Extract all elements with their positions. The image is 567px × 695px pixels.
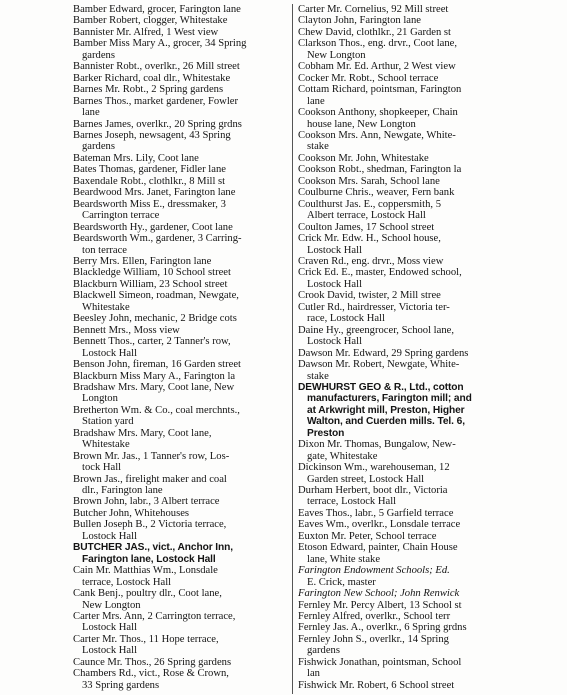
directory-line: at Arkwright mill, Preston, Higher <box>307 404 465 416</box>
directory-line: Beardsworth Wm., gardener, 3 Carring- <box>73 233 242 245</box>
directory-line: Chambers Rd., vict., Rose & Crown, <box>73 668 229 680</box>
directory-line: Benson John, fireman, 16 Garden street <box>73 359 241 371</box>
directory-line: Bradshaw Mrs. Mary, Coot lane, New <box>73 381 235 393</box>
directory-line: Barnes Mr. Robt., 2 Spring gardens <box>73 84 224 96</box>
directory-line: DEWHURST GEO & R., Ltd., cotton <box>298 381 464 393</box>
directory-line: Eaves Wm., overlkr., Lonsdale terrace <box>298 519 461 531</box>
directory-line: Bullen Joseph B., 2 Victoria terrace, <box>73 519 227 531</box>
directory-line: Blackburn Miss Mary A., Farington la <box>73 370 236 382</box>
directory-line: Fernley Mr. Percy Albert, 13 School st <box>298 599 462 611</box>
directory-line: Lostock Hall <box>82 530 138 542</box>
directory-line: Craven Rd., eng. drvr., Moss view <box>298 255 444 267</box>
directory-line: Lostock Hall <box>82 645 138 657</box>
directory-line: Cank Benj., poultry dlr., Coot lane, <box>73 588 222 600</box>
directory-line: Cain Mr. Matthias Wm., Lonsdale <box>73 565 218 577</box>
directory-line: Lostock Hall <box>307 244 363 256</box>
directory-line: Bannister Mr. Alfred, 1 West view <box>73 26 219 38</box>
directory-line: Walton, and Cuerden mills. Tel. 6, <box>307 416 465 428</box>
column-divider <box>292 4 293 694</box>
directory-line: Barnes James, overlkr., 20 Spring grdns <box>73 118 242 130</box>
directory-line: Preston <box>307 427 345 439</box>
directory-line: Cutler Rd., hairdresser, Victoria ter- <box>298 301 450 313</box>
directory-line: ton terrace <box>82 244 127 256</box>
directory-line: Lostock Hall <box>307 336 363 348</box>
directory-line: Whitestake <box>82 439 130 451</box>
directory-line: Bretherton Wm. & Co., coal merchnts., <box>73 404 240 416</box>
directory-line: Bennett Thos., carter, 2 Tanner's row, <box>73 336 231 348</box>
directory-line: Clayton John, Farington lane <box>298 15 421 27</box>
directory-line: Eaves Thos., labr., 5 Garfield terrace <box>298 507 454 519</box>
directory-line: BUTCHER JAS., vict., Anchor Inn, <box>73 542 234 554</box>
directory-line: Blackledge William, 10 School street <box>73 267 231 279</box>
directory-line: Whitestake <box>82 301 130 313</box>
directory-line: Bamber Robert, clogger, Whitestake <box>73 15 228 27</box>
directory-line: Beardwood Mrs. Janet, Farington lane <box>73 187 236 199</box>
directory-line: Fernley Alfred, overlkr., School terr <box>298 611 451 623</box>
directory-line: Euxton Mr. Peter, School terrace <box>298 530 437 542</box>
directory-line: Carter Mr. Cornelius, 92 Mill street <box>298 4 449 15</box>
directory-line: lane, White stake <box>307 553 381 565</box>
directory-line: Etoson Edward, painter, Chain House <box>298 542 458 554</box>
directory-line: Carter Mr. Thos., 11 Hope terrace, <box>73 633 219 645</box>
directory-line: Barnes Thos., market gardener, Fowler <box>73 95 239 107</box>
directory-line: Fernley Jas. A., overlkr., 6 Spring grdns <box>298 622 467 634</box>
directory-line: gardens <box>82 49 115 61</box>
directory-line: Dawson Mr. Edward, 29 Spring gardens <box>298 347 469 359</box>
directory-line: Lostock Hall <box>307 278 363 290</box>
directory-line: Farington New School; John Renwick <box>298 588 460 600</box>
directory-line: Albert terrace, Lostock Hall <box>307 210 426 222</box>
directory-line: Dickinson Wm., warehouseman, 12 <box>298 462 450 474</box>
directory-line: Bamber Edward, grocer, Farington lane <box>73 4 241 15</box>
directory-line: Station yard <box>82 416 134 428</box>
directory-line: Fishwick Mr. Robert, 6 School street <box>298 679 455 691</box>
directory-line: Bateman Mrs. Lily, Coot lane <box>73 152 199 164</box>
directory-line: Cookson Mr. John, Whitestake <box>298 152 429 164</box>
directory-line: Durham Herbert, boot dlr., Victoria <box>298 485 448 497</box>
directory-line: Crick Ed. E., master, Endowed school, <box>298 267 462 279</box>
directory-line: Lostock Hall <box>82 347 138 359</box>
directory-line: Dawson Mr. Robert, Newgate, White- <box>298 359 460 371</box>
directory-line: race, Lostock Hall <box>307 313 385 325</box>
directory-line: Beardsworth Miss E., dressmaker, 3 <box>73 198 226 210</box>
directory-line: Carrington terrace <box>82 210 160 222</box>
directory-line: tock Hall <box>82 462 122 474</box>
directory-line: lane <box>307 95 325 107</box>
directory-line: Crick Mr. Edw. H., School house, <box>298 233 441 245</box>
directory-line: Coulburne Chris., weaver, Fern bank <box>298 187 455 199</box>
directory-line: Blackwell Simeon, roadman, Newgate, <box>73 290 239 302</box>
directory-line: E. Crick, master <box>307 576 376 588</box>
directory-line: Longton <box>82 393 118 405</box>
directory-line: Carter Mrs. Ann, 2 Carrington terrace, <box>73 611 236 623</box>
directory-line: Cookson Mrs. Sarah, School lane <box>298 175 440 187</box>
directory-line: Daine Hy., greengrocer, School lane, <box>298 324 454 336</box>
directory-line: Bennett Mrs., Moss view <box>73 324 180 336</box>
directory-line: Brown John, labr., 3 Albert terrace <box>73 496 220 508</box>
directory-right-column <box>298 4 520 691</box>
directory-line: Butcher John, Whitehouses <box>73 507 190 519</box>
directory-line: terrace, Lostock Hall <box>307 496 397 508</box>
directory-line: Cookson Robt., shedman, Farington la <box>298 164 462 176</box>
directory-line: gardens <box>307 645 340 657</box>
directory-line: Coulthurst Jas. E., coppersmith, 5 <box>298 198 442 210</box>
directory-line: Chew David, clothlkr., 21 Garden st <box>298 26 451 38</box>
directory-line: Fishwick Jonathan, pointsman, School <box>298 656 462 668</box>
directory-line: Fernley John S., overlkr., 14 Spring <box>298 633 449 645</box>
directory-line: 33 Spring gardens <box>82 679 160 691</box>
directory-line: Bannister Robt., overlkr., 26 Mill street <box>73 61 240 73</box>
directory-line: gardens <box>82 141 115 153</box>
directory-line: lan <box>307 668 320 680</box>
directory-line: stake <box>307 141 329 153</box>
directory-line: Brown Mr. Jas., 1 Tanner's row, Los- <box>73 450 230 462</box>
directory-line: Cobham Mr. Ed. Arthur, 2 West view <box>298 61 456 73</box>
directory-line: Cookson Mrs. Ann, Newgate, White- <box>298 129 456 141</box>
directory-line: Farington lane, Lostock Hall <box>82 553 216 565</box>
directory-line: Garden street, Lostock Hall <box>307 473 425 485</box>
directory-line: Cookson Anthony, shopkeeper, Chain <box>298 107 458 119</box>
directory-line: house lane, New Longton <box>307 118 416 130</box>
directory-line: Beardsworth Hy., gardener, Coot lane <box>73 221 233 233</box>
directory-line: Lostock Hall <box>82 622 138 634</box>
directory-line: Berry Mrs. Ellen, Farington lane <box>73 255 212 267</box>
directory-line: gate, Whitestake <box>307 450 378 462</box>
directory-line: Barnes Joseph, newsagent, 43 Spring <box>73 129 231 141</box>
directory-left-column <box>73 4 288 691</box>
directory-line: Brown Jas., firelight maker and coal <box>73 473 227 485</box>
directory-line: Baxendale Robt., clothlkr., 8 Mill st <box>73 175 226 187</box>
directory-line: manufacturers, Farington mill; and <box>307 393 472 405</box>
directory-line: Beesley John, mechanic, 2 Bridge cots <box>73 313 237 325</box>
directory-line: Barker Richard, coal dlr., Whitestake <box>73 72 231 84</box>
directory-line: Bates Thomas, gardener, Fidler lane <box>73 164 226 176</box>
directory-line: New Longton <box>307 49 366 61</box>
directory-line: Farington Endowment Schools; Ed. <box>298 565 450 577</box>
directory-line: lane <box>82 107 100 119</box>
directory-line: Bradshaw Mrs. Mary, Coot lane, <box>73 427 212 439</box>
directory-line: Dixon Mr. Thomas, Bungalow, New- <box>298 439 456 451</box>
directory-line: stake <box>307 370 329 382</box>
directory-line: Clarkson Thos., eng. drvr., Coot lane, <box>298 38 457 50</box>
directory-line: New Longton <box>82 599 141 611</box>
directory-line: Cottam Richard, pointsman, Farington <box>298 84 462 96</box>
directory-line: terrace, Lostock Hall <box>82 576 172 588</box>
directory-line: Coulton James, 17 School street <box>298 221 435 233</box>
directory-line: dlr., Farington lane <box>82 485 163 497</box>
directory-line: Blackburn William, 23 School street <box>73 278 228 290</box>
directory-line: Caunce Mr. Thos., 26 Spring gardens <box>73 656 232 668</box>
directory-line: Cocker Mr. Robt., School terrace <box>298 72 439 84</box>
directory-line: Crook David, twister, 2 Mill stree <box>298 290 441 302</box>
directory-line: Bamber Miss Mary A., grocer, 34 Spring <box>73 38 247 50</box>
